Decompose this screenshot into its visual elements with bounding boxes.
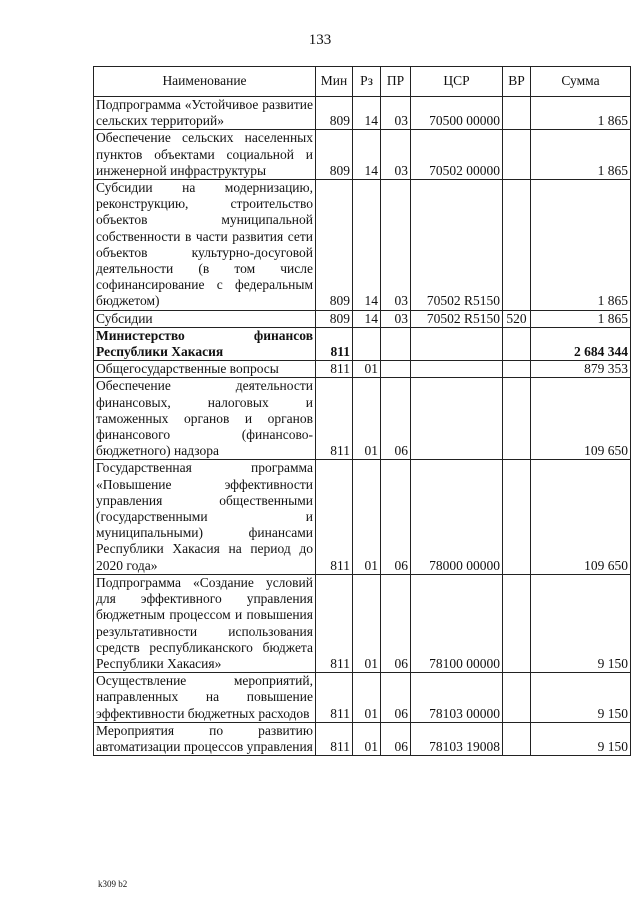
table-row [94,574,631,672]
cell-vr [503,97,531,130]
cell-vr [503,460,531,574]
cell-rz: 14 [353,97,381,130]
cell-name: Обеспечение деятельности финансовых, налоговых и таможенных органов и органов финансового (финансово-бюджетного) надзора [94,378,316,460]
table-header-row [94,67,631,97]
table-row [94,327,631,360]
cell-name: Осуществление мероприятий, направленных на повышение эффективности бюджетных расходов [94,673,316,723]
budget-table [93,66,631,756]
cell-pr: 03 [381,180,411,311]
cell-min: 811 [316,574,353,672]
cell-csr: 70500 00000 [411,97,503,130]
cell-sum: 1 865 [531,180,631,311]
cell-csr: 78103 00000 [411,673,503,723]
cell-sum: 109 650 [531,378,631,460]
table-row [94,378,631,460]
cell-name: Субсидии на модернизацию, реконструкцию, строительство объектов муниципальной собственности в части развития сети объектов культурно-досуговой деятельности (в том числе софинансирование с федеральным бюджетом) [94,180,316,311]
cell-min: 809 [316,97,353,130]
cell-rz: 01 [353,361,381,378]
cell-pr: 06 [381,460,411,574]
cell-csr: 70502 R5150 [411,180,503,311]
cell-pr: 03 [381,310,411,327]
cell-min: 809 [316,310,353,327]
cell-csr [411,378,503,460]
table-row [94,180,631,311]
cell-vr [503,361,531,378]
cell-sum: 109 650 [531,460,631,574]
cell-vr [503,327,531,360]
header-name: Наименование [94,67,316,97]
cell-vr [503,722,531,755]
header-csr: ЦСР [411,67,503,97]
cell-rz: 01 [353,574,381,672]
header-pr: ПР [381,67,411,97]
cell-sum: 879 353 [531,361,631,378]
cell-pr: 03 [381,97,411,130]
header-vr: ВР [503,67,531,97]
cell-pr: 03 [381,130,411,180]
cell-name: Подпрограмма «Устойчивое развитие сельских территорий» [94,97,316,130]
cell-rz: 01 [353,460,381,574]
cell-name: Государственная программа «Повышение эффективности управления общественными (государственными и муниципальными) финансами Республики Хакасия на период до 2020 года» [94,460,316,574]
cell-vr [503,378,531,460]
cell-rz: 01 [353,378,381,460]
cell-min: 811 [316,673,353,723]
cell-rz: 01 [353,722,381,755]
cell-csr [411,361,503,378]
cell-pr: 06 [381,673,411,723]
cell-min: 811 [316,378,353,460]
table-row [94,97,631,130]
cell-rz: 14 [353,310,381,327]
cell-pr [381,361,411,378]
table-body [94,97,631,756]
table-row [94,722,631,755]
header-sum: Сумма [531,67,631,97]
cell-name: Министерство финансов Республики Хакасия [94,327,316,360]
cell-name: Обеспечение сельских населенных пунктов объектами социальной и инженерной инфраструктуры [94,130,316,180]
cell-pr: 06 [381,722,411,755]
table-row [94,673,631,723]
cell-sum: 1 865 [531,97,631,130]
header-rz: Рз [353,67,381,97]
cell-sum: 1 865 [531,130,631,180]
cell-csr: 70502 00000 [411,130,503,180]
cell-vr [503,130,531,180]
cell-sum: 1 865 [531,310,631,327]
table-row [94,361,631,378]
cell-vr [503,673,531,723]
cell-name: Мероприятия по развитию автоматизации процессов управления [94,722,316,755]
cell-rz: 14 [353,130,381,180]
cell-pr [381,327,411,360]
footer-code: k309 b2 [98,879,128,889]
cell-name: Подпрограмма «Создание условий для эффективного управления бюджетным процессом и повышения результативности использования средств республиканского бюджета Республики Хакасия» [94,574,316,672]
cell-csr [411,327,503,360]
cell-csr: 70502 R5150 [411,310,503,327]
cell-vr: 520 [503,310,531,327]
cell-sum: 9 150 [531,574,631,672]
cell-min: 809 [316,130,353,180]
cell-sum: 9 150 [531,673,631,723]
cell-min: 811 [316,361,353,378]
cell-csr: 78100 00000 [411,574,503,672]
cell-pr: 06 [381,378,411,460]
cell-sum: 2 684 344 [531,327,631,360]
cell-vr [503,574,531,672]
table-row [94,310,631,327]
cell-csr: 78000 00000 [411,460,503,574]
cell-csr: 78103 19008 [411,722,503,755]
cell-min: 811 [316,327,353,360]
cell-min: 811 [316,460,353,574]
table-row [94,460,631,574]
cell-pr: 06 [381,574,411,672]
cell-min: 811 [316,722,353,755]
cell-rz [353,327,381,360]
header-min: Мин [316,67,353,97]
cell-vr [503,180,531,311]
cell-rz: 14 [353,180,381,311]
cell-min: 809 [316,180,353,311]
cell-rz: 01 [353,673,381,723]
page-number: 133 [308,32,332,48]
cell-sum: 9 150 [531,722,631,755]
table-row [94,130,631,180]
cell-name: Общегосударственные вопросы [94,361,316,378]
cell-name: Субсидии [94,310,316,327]
